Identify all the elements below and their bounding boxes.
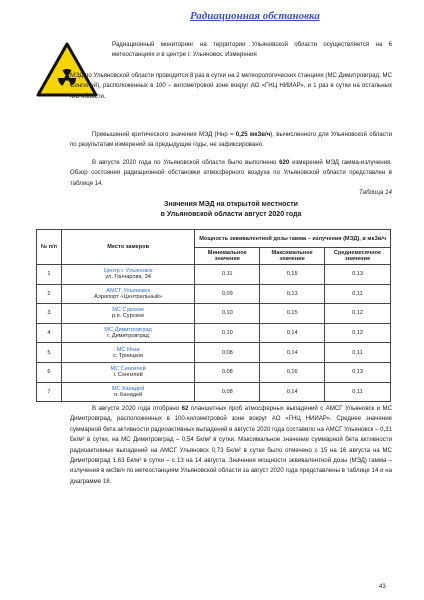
fallout-text-part1: В августе 2020 года отобрано xyxy=(92,405,182,412)
row-num: 4 xyxy=(37,323,62,343)
table-row xyxy=(37,265,391,285)
row-min: 0,10 xyxy=(195,304,260,324)
header-num: № п/п xyxy=(37,230,62,265)
table-label: Таблица 14 xyxy=(358,189,392,196)
row-max: 0,13 xyxy=(260,284,325,304)
row-min: 0,08 xyxy=(195,343,260,363)
row-num: 7 xyxy=(37,382,62,402)
row-address: г. Димитровград xyxy=(107,333,149,340)
row-place xyxy=(61,362,194,382)
table-row xyxy=(37,343,391,363)
row-avg: 0,11 xyxy=(325,284,391,304)
row-place xyxy=(61,265,194,285)
measurements-count: 620 xyxy=(279,159,290,166)
row-place xyxy=(61,382,194,402)
row-max: 0,16 xyxy=(260,362,325,382)
page-number: 43 xyxy=(379,584,386,590)
row-avg: 0,12 xyxy=(325,323,391,343)
table-row xyxy=(37,382,391,402)
row-max: 0,15 xyxy=(260,265,325,285)
row-num: 3 xyxy=(37,304,62,324)
row-place xyxy=(61,304,194,324)
row-min: 0,08 xyxy=(195,382,260,402)
row-max: 0,14 xyxy=(260,323,325,343)
table-title-line1: Значения МЭД на открытой местности xyxy=(164,201,298,208)
row-min: 0,10 xyxy=(195,323,260,343)
row-station: МС Инза xyxy=(116,346,140,353)
row-address: ул. Гончарова, 34 xyxy=(105,274,151,281)
intro-paragraph-rest: МЭД по Ульяновской области проводятся 8 раз в сутки на 2 метеорологических станциях (МС Димитровград, МС Сенгилей), расположенных в 100 – километровой зоне вокруг АО «ГНЦ НИИАР», и 1 раз в сутки на остальных МС области. xyxy=(70,72,392,100)
critical-text-after: ), вычисленного для Ульяновской области по результатам измерений за предыдущие годы, не зафиксировано. xyxy=(70,131,392,149)
row-address: Аэропорт «Центральный» xyxy=(94,293,163,300)
row-avg: 0,13 xyxy=(325,362,391,382)
mad-values-table xyxy=(36,229,391,402)
row-min: 0,11 xyxy=(195,265,260,285)
page-title: Радиационная обстановка xyxy=(190,10,320,22)
row-max: 0,14 xyxy=(260,382,325,402)
table-title-line2: в Ульяновской области август 2020 года xyxy=(160,211,302,218)
row-max: 0,14 xyxy=(260,343,325,363)
fallout-paragraph xyxy=(70,404,392,487)
table-title xyxy=(70,200,392,220)
row-min: 0,09 xyxy=(195,284,260,304)
row-station: Центр г. Ульяновск xyxy=(103,268,153,275)
row-num: 1 xyxy=(37,265,62,285)
row-station: МС Канадей xyxy=(111,385,145,392)
row-avg: 0,13 xyxy=(325,265,391,285)
row-address: с. Троицкое xyxy=(112,352,144,359)
row-max: 0,15 xyxy=(260,304,325,324)
row-num: 6 xyxy=(37,362,62,382)
header-avg: Среднемесячное значение xyxy=(325,248,391,265)
header-max: Максимальное значение xyxy=(260,248,325,265)
row-station: АМСГ Ульяновск xyxy=(106,287,150,294)
row-address: п. Канадей xyxy=(114,391,143,398)
measurements-paragraph xyxy=(70,158,392,189)
row-address: р.п. Сурское xyxy=(112,313,145,320)
table-row xyxy=(37,284,391,304)
row-station: МС Сенгилей xyxy=(110,366,146,373)
fallout-text-part2: планшетных проб атмосферных выпадений с АМСГ Ульяновск и МС Димитровград, расположенных в 100-километровой зоне вокруг АО «ГНЦ НИИАР». Среднее значение суммарной бета активности радиоактивных выпадений в августе 2020 года составило на АМСГ Ульяновск – 0,31 Бк/м² в сутки, на МС Димитровград – 0,54 Бк/м² в сутки. Максимальное значение суммарной бета активности радиоактивных выпадений на АМСГ Ульяновск 0,73 Бк/м² в сутки было отмечено с 15 на 16 августа на МС Димитровград 1,63 Бк/м² в сутки – с 13 на 14 августа. Значения мощности эквивалентной дозы (МЭД) гамма – излучения в мкЗв/ч по метеостанциям Ульяновской области за август 2020 года представлены в таблице 14 и на диаграмме 18. xyxy=(70,405,393,485)
measurements-text-before: В августе 2020 года по Ульяновской области было выполнено xyxy=(92,159,280,166)
row-avg: 0,12 xyxy=(325,304,391,324)
header-group: Мощность эквивалентной дозы гамма – излучения (МЭД), в мкЗв/ч xyxy=(195,230,391,248)
header-place: Место замеров xyxy=(61,230,194,265)
critical-value: 0,25 мкЗв/ч xyxy=(235,131,271,138)
row-avg: 0,11 xyxy=(325,382,391,402)
fallout-count: 62 xyxy=(181,405,189,412)
row-address: г. Сенгилей xyxy=(113,372,143,379)
row-avg: 0,11 xyxy=(325,343,391,363)
row-min: 0,08 xyxy=(195,362,260,382)
row-num: 5 xyxy=(37,343,62,363)
intro-paragraph-first: Радиационный мониторинг на территории Ульяновской области осуществляется на 6 метеостанциях и в центре г. Ульяновск. Измерения xyxy=(112,41,392,59)
row-station: МС Димитровград xyxy=(104,327,152,334)
header-min: Минимальное значение xyxy=(195,248,260,265)
row-place xyxy=(61,343,194,363)
row-place xyxy=(61,284,194,304)
table-row xyxy=(37,323,391,343)
row-num: 2 xyxy=(37,284,62,304)
row-place xyxy=(61,323,194,343)
critical-value-paragraph xyxy=(70,130,392,151)
table-row xyxy=(37,362,391,382)
table-row xyxy=(37,304,391,324)
measurements-text-after: измерений МЭД гамма-излучения. Обзор состояния радиационной обстановки атмосферного воздуха по Ульяновской области представлен в таблице 14. xyxy=(70,159,392,187)
critical-text-before: Превышений критического значения МЭД (Ннр = xyxy=(92,131,236,138)
row-station: МС Сурское xyxy=(112,307,144,314)
